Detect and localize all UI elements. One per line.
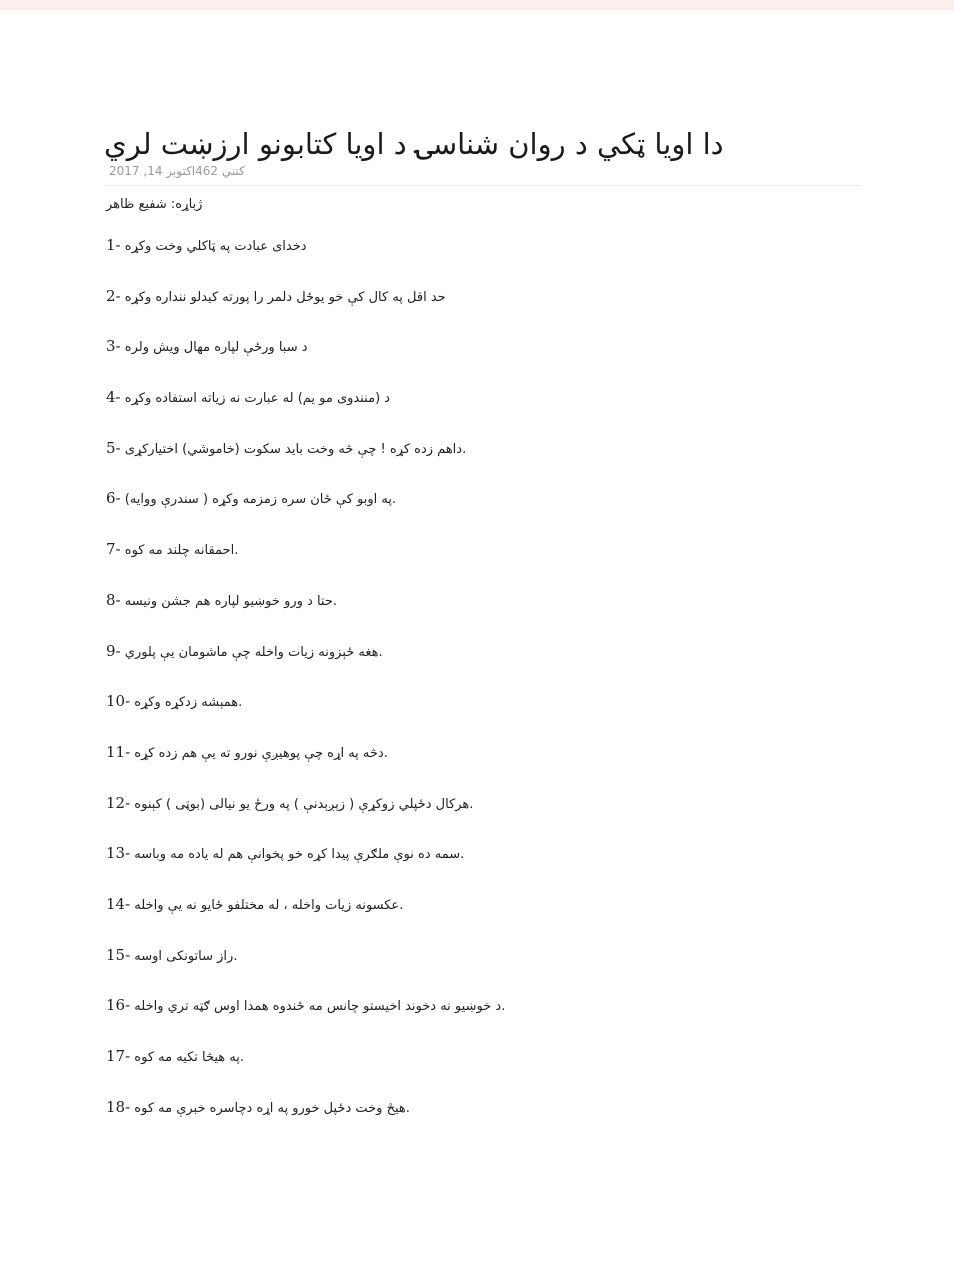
item-text: هرکال دځپلي زوکړې ( زېږېدنې ) په ورځ يو نيالی (بوټی ) کېنوه.: [134, 796, 474, 812]
item-number: 5-: [106, 438, 121, 457]
item-number: 8-: [106, 590, 121, 609]
translator-credit: ژباړه: شفيع ظاهر: [106, 197, 203, 212]
item-text: حد اقل په کال کې خو يوځل دلمر را پورته کيدلو ننداره وکړه: [124, 289, 446, 305]
top-strip: [0, 0, 954, 10]
item-number: 3-: [106, 337, 121, 356]
item-number: 4-: [106, 388, 121, 407]
list-item: [104, 1047, 861, 1098]
item-text: هيڅ وخت دځپل خورو په اړه دچاسره خبرې مه کوه.: [134, 1100, 410, 1116]
item-number: 12-: [106, 793, 131, 812]
list-item: [104, 388, 861, 439]
list-item: [104, 337, 861, 388]
item-number: 1-: [106, 236, 121, 254]
list-item: [104, 743, 861, 794]
item-number: 17-: [106, 1047, 131, 1065]
list-item: [104, 692, 861, 743]
item-text: د (منندوی مو يم) له عبارت نه زياته استفاده وکړه: [124, 391, 391, 407]
item-text: په اوبو کې ځان سره زمزمه وکړه ( سندرې ووايه).: [124, 492, 397, 508]
item-number: 15-: [106, 945, 131, 964]
list-item: [104, 489, 861, 540]
item-text: راز ساتونکی اوسه.: [134, 948, 238, 964]
item-number: 16-: [106, 996, 131, 1015]
article: [104, 126, 861, 1148]
item-text: سمه ده نوې ملګرې پيدا کړه خو پخوانې هم له ياده مه وباسه.: [134, 847, 465, 863]
item-text: په هيڅا تکيه مه کوه.: [134, 1050, 245, 1065]
list-item: [104, 591, 861, 642]
item-number: 14-: [106, 894, 131, 913]
article-title: دا اويا ټکي د روان شناسۍ د اويا کتابونو ارزښت لري: [104, 127, 724, 161]
tips-list: [104, 236, 861, 1148]
list-item: [104, 1098, 861, 1149]
item-text: دخدای عبادت په ټاکلي وخت وکړه: [124, 239, 307, 254]
item-text: د خوښيو نه دخوند اخيستو چانس مه ځندوه همدا اوس ګټه تري واخله.: [134, 999, 506, 1015]
list-item: [104, 895, 861, 946]
list-item: [104, 996, 861, 1047]
article-meta: كتني 462اکتوبر 14, 2017: [104, 163, 861, 186]
item-text: هغه ځېزونه زيات واخله چې ماشومان يې پلوري.: [124, 644, 383, 660]
list-item: [104, 794, 861, 845]
item-number: 10-: [106, 692, 131, 711]
item-number: 13-: [106, 844, 131, 863]
item-text: عکسونه زيات واخله ، له مختلفو ځايو نه يې واخله.: [134, 897, 404, 913]
list-item: [104, 540, 861, 591]
item-number: 7-: [106, 540, 121, 559]
list-item: [104, 287, 861, 338]
item-text: حتا د ورو خوښيو لپاره هم جشن ونيسه.: [124, 593, 338, 609]
item-text: همېشه زدکړه وکړه.: [134, 695, 243, 711]
item-text: د سبا ورځې لپاره مهال ويش ولره: [124, 340, 308, 356]
item-text: احمقانه چلند مه کوه.: [124, 543, 239, 559]
item-number: 9-: [106, 641, 121, 660]
item-number: 11-: [106, 742, 131, 761]
item-number: 2-: [106, 286, 121, 305]
list-item: [104, 642, 861, 693]
list-item: [104, 844, 861, 895]
list-item: [104, 236, 861, 287]
list-item: [104, 439, 861, 490]
list-item: [104, 946, 861, 997]
item-number: 18-: [106, 1097, 131, 1116]
item-text: داهم زده کړه ! چې څه وخت بايد سکوت (خاموشي) اختيارکړی.: [124, 441, 467, 457]
item-text: دڅه په اړه چې پوهيږې نورو ته يې هم زده کړه.: [134, 745, 388, 761]
item-number: 6-: [106, 489, 121, 508]
